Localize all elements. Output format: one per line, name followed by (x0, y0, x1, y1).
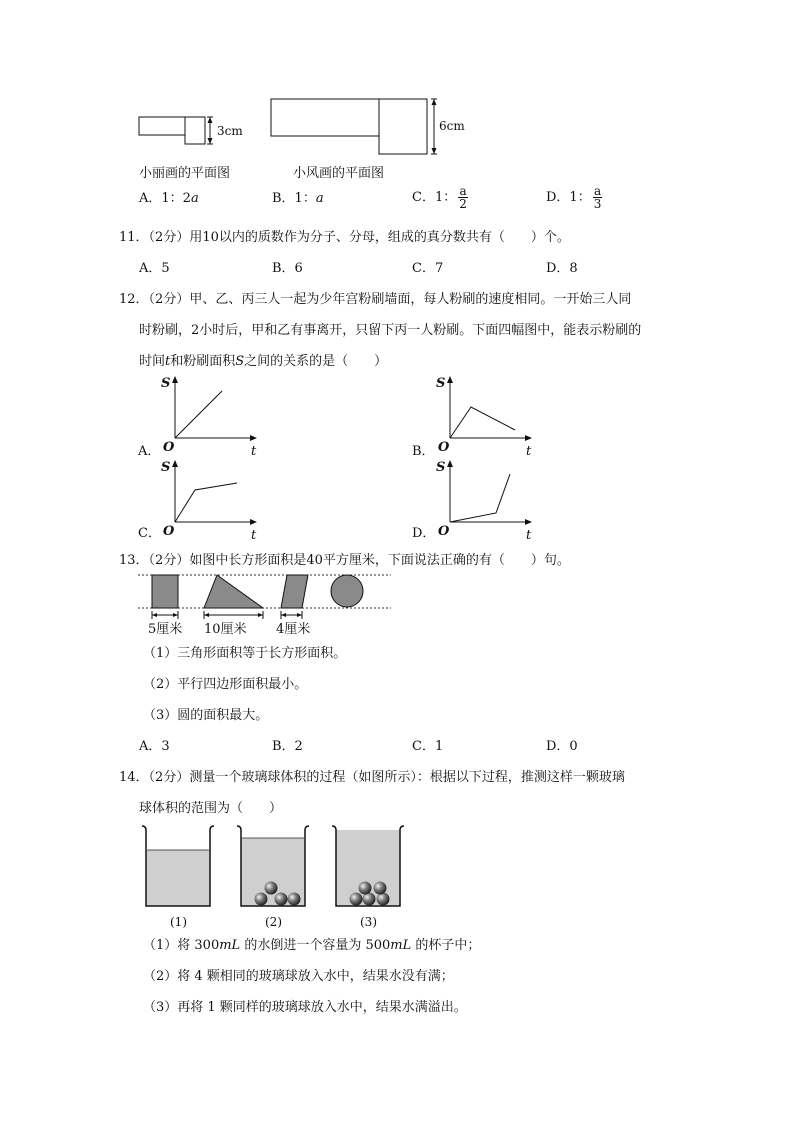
q11-option-c[interactable]: C．7 (412, 261, 444, 276)
q13-rectangle (152, 575, 178, 608)
q13-option-b[interactable]: B．2 (272, 739, 303, 754)
q14-ball (265, 882, 278, 895)
q14-stem-line1: 14．（2分）测量一个玻璃球体积的过程（如图所示）：根据以下过程，推测这样一颗玻璃 (119, 770, 625, 785)
q14-beakers-figure (136, 822, 416, 932)
q12-c-axis-t: t (251, 528, 257, 543)
q13-dim-rect: 5厘米 (148, 622, 183, 637)
q14-ball (377, 893, 390, 906)
q14-beaker-3 (332, 826, 404, 906)
q14-beaker-2 (237, 826, 309, 906)
q12-c-axis-s: S (161, 460, 171, 475)
q12-d-axis-t: t (526, 528, 532, 543)
q14-ball (275, 893, 288, 906)
q10-right-caption: 小风画的平面图 (293, 166, 385, 181)
q12-option-b[interactable]: B． (412, 444, 435, 459)
q13-shapes-figure (136, 570, 396, 640)
q12-a-axis-t: t (251, 444, 257, 459)
q11-option-d[interactable]: D．8 (546, 261, 578, 276)
q12-c-line (175, 483, 237, 522)
q12-stem-line1: 12．（2分）甲、乙、丙三人一起为少年宫粉刷墙面，每人粉刷的速度相同。一开始三人同 (119, 292, 632, 307)
q12-stem-line2: 时粉刷，2小时后，甲和乙有事离开，只留下丙一人粉刷。下面四幅图中，能表示粉刷的 (139, 323, 642, 338)
q13-statement-2: （2）平行四边形面积最小。 (143, 677, 308, 692)
q12-a-line (175, 391, 222, 438)
q12-c-origin: O (163, 524, 175, 539)
q14-cup-label-2: (2) (265, 915, 282, 929)
q11-option-b[interactable]: B．6 (272, 261, 303, 276)
q12-b-axis-t: t (526, 444, 532, 459)
q12-d-axis-s: S (436, 460, 446, 475)
q13-dim-para: 4厘米 (276, 622, 311, 637)
q13-circle (331, 575, 363, 607)
q14-cup-label-3: (3) (360, 915, 377, 929)
q10-left-dim: 3cm (217, 124, 243, 138)
q13-triangle (204, 575, 263, 608)
q14-beaker-1 (142, 826, 214, 906)
q10-option-d[interactable]: D．1： $\frac{a}{3}$ (546, 184, 602, 211)
q10-option-c[interactable]: C．1： $\frac{a}{2}$ (412, 184, 467, 211)
q12-stem-line3: 时间t和粉刷面积S之间的关系的是（ ） (139, 354, 388, 369)
q12-d-line (450, 474, 510, 522)
q13-stem: 13．（2分）如图中长方形面积是40平方厘米，下面说法正确的有（ ）句。 (119, 553, 570, 568)
q11-stem: 11．（2分）用10以内的质数作为分子、分母，组成的真分数共有（ ）个。 (119, 230, 570, 245)
q10-option-a[interactable]: A．1：2a (139, 191, 199, 206)
q10-right-rect-square (379, 99, 427, 154)
q12-graph-b (430, 372, 540, 462)
q12-a-origin: O (163, 440, 175, 455)
q14-stem-line2: 球体积的范围为（ ） (139, 801, 283, 816)
q10-right-rect-long (271, 99, 379, 136)
q12-graph-c (155, 456, 265, 546)
q14-ball (288, 893, 301, 906)
q12-option-c[interactable]: C． (138, 526, 161, 541)
q13-statement-1: （1）三角形面积等于长方形面积。 (143, 646, 347, 661)
q11-option-a[interactable]: A．5 (139, 261, 170, 276)
q12-graph-d (430, 456, 540, 546)
q12-option-a[interactable]: A． (138, 444, 161, 459)
q13-dim-tri: 10厘米 (204, 622, 247, 637)
q10-option-b[interactable]: B．1：a (272, 191, 324, 206)
q14-cup-label-1: (1) (170, 915, 187, 929)
q12-b-origin: O (438, 440, 450, 455)
q13-parallelogram (281, 575, 308, 608)
q14-ball (255, 893, 268, 906)
q14-step-3: （3）再将 1 颗同样的玻璃球放入水中，结果水满溢出。 (143, 1000, 467, 1015)
q10-left-caption: 小丽画的平面图 (139, 166, 231, 181)
q12-d-origin: O (438, 524, 450, 539)
q13-option-d[interactable]: D．0 (546, 739, 578, 754)
q13-option-a[interactable]: A．3 (139, 739, 170, 754)
q14-ball (350, 893, 363, 906)
q13-option-c[interactable]: C．1 (412, 739, 444, 754)
q14-ball (374, 882, 387, 895)
q12-a-axis-s: S (161, 376, 171, 391)
q10-plan-figures (130, 90, 470, 162)
q10-right-dim: 6cm (439, 119, 465, 133)
q12-option-d[interactable]: D． (412, 526, 436, 541)
q10-left-rect-square (185, 117, 205, 144)
q14-ball (359, 882, 372, 895)
q12-b-axis-s: S (436, 376, 446, 391)
q13-statement-3: （3）圆的面积最大。 (143, 708, 269, 723)
q12-b-line (450, 407, 515, 438)
q14-step-2: （2）将 4 颗相同的玻璃球放入水中，结果水没有满； (143, 969, 454, 984)
q12-graph-a (155, 372, 265, 462)
q14-step-1: （1）将 300mL 的水倒进一个容量为 500mL 的杯子中； (143, 938, 481, 953)
q10-left-rect-long (139, 117, 185, 135)
